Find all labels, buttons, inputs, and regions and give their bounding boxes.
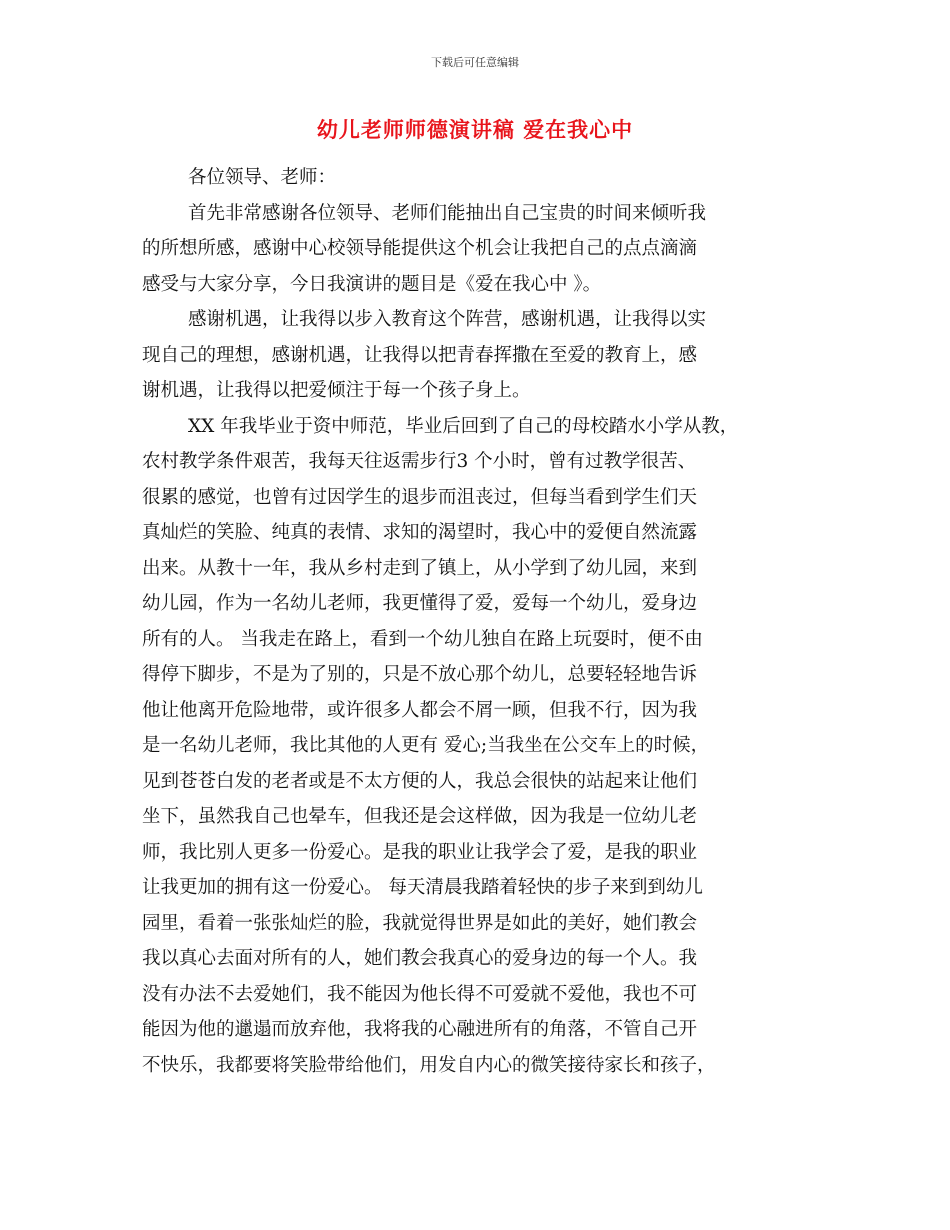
body-text-line: 所有的人。 当我走在路上，看到一个幼儿独自在路上玩耍时，便不由 [142, 628, 703, 650]
body-text-line: 现自己的理想，感谢机遇，让我得以把青春挥撒在至爱的教育上，感 [142, 344, 698, 366]
document-title: 幼儿老师师德演讲稿 爱在我心中 [316, 118, 634, 142]
body-text-line: 各位领导、老师： [188, 167, 337, 188]
body-text-line: 他让他离开危险地带，或许很多人都会不屑一顾，但我不行，因为我 [142, 699, 698, 721]
body-text-line: 没有办法不去爱她们，我不能因为他长得不可爱就不爱他，我也不可 [142, 983, 698, 1005]
body-text-line: 谢机遇，让我得以把爱倾注于每一个孩子身上。 [142, 380, 531, 401]
body-text-line: 能因为他的邋遢而放弃他，我将我的心融进所有的角落，不管自己开 [142, 1019, 698, 1040]
body-text-line: 感受与大家分享，今日我演讲的题目是《爱在我心中 》。 [142, 273, 602, 295]
body-text-line: 见到苍苍白发的老者或是不太方便的人，我总会很快的站起来让他们 [142, 770, 698, 792]
body-text-line: 园里，看着一张张灿烂的脸，我就觉得世界是如此的美好，她们教会 [142, 912, 698, 934]
body-text-line: 不快乐，我都要将笑脸带给他们，用发自内心的微笑接待家长和孩子， [142, 1054, 716, 1076]
page-header-note: 下载后可任意编辑 [431, 56, 519, 69]
body-text-line: XX 年我毕业于资中师范，毕业后回到了自己的母校踏水小学从教， [188, 415, 739, 437]
body-text-line: 真灿烂的笑脸、纯真的表情、求知的渴望时，我心中的爱便自然流露 [142, 522, 698, 543]
body-text-line: 让我更加的拥有这一份爱心。 每天清晨我踏着轻快的步子来到到幼儿 [142, 877, 703, 898]
body-text-line: 得停下脚步，不是为了别的，只是不放心那个幼儿，总要轻轻地告诉 [142, 664, 698, 685]
body-text-line: 坐下，虽然我自己也晕车，但我还是会这样做，因为我是一位幼儿老 [142, 806, 698, 827]
body-text-line: 师，我比别人更多一份爱心。是我的职业让我学会了爱，是我的职业 [142, 841, 698, 863]
body-text-line: 幼儿园，作为一名幼儿老师，我更懂得了爱，爱每一个幼儿，爱身边 [142, 593, 698, 614]
document-body [142, 160, 812, 1083]
body-text-line: 是一名幼儿老师，我比其他的人更有 爱心;当我坐在公交车上的时候， [142, 735, 710, 756]
body-text-line: 我以真心去面对所有的人，她们教会我真心的爱身边的每一个人。我 [142, 948, 698, 969]
body-text-line: 感谢机遇，让我得以步入教育这个阵营，感谢机遇，让我得以实 [188, 309, 707, 330]
body-text-line: 农村教学条件艰苦，我每天往返需步行3 个小时，曾有过教学很苦、 [142, 451, 697, 472]
body-text-line: 很累的感觉，也曾有过因学生的退步而沮丧过，但每当看到学生们天 [142, 486, 698, 508]
body-text-line: 出来。从教十一年，我从乡村走到了镇上，从小学到了幼儿园，来到 [142, 557, 698, 579]
body-text-line: 首先非常感谢各位领导、老师们能抽出自己宝贵的时间来倾听我 [188, 202, 707, 224]
body-text-line: 的所想所感，感谢中心校领导能提供这个机会让我把自己的点点滴滴 [142, 238, 698, 259]
